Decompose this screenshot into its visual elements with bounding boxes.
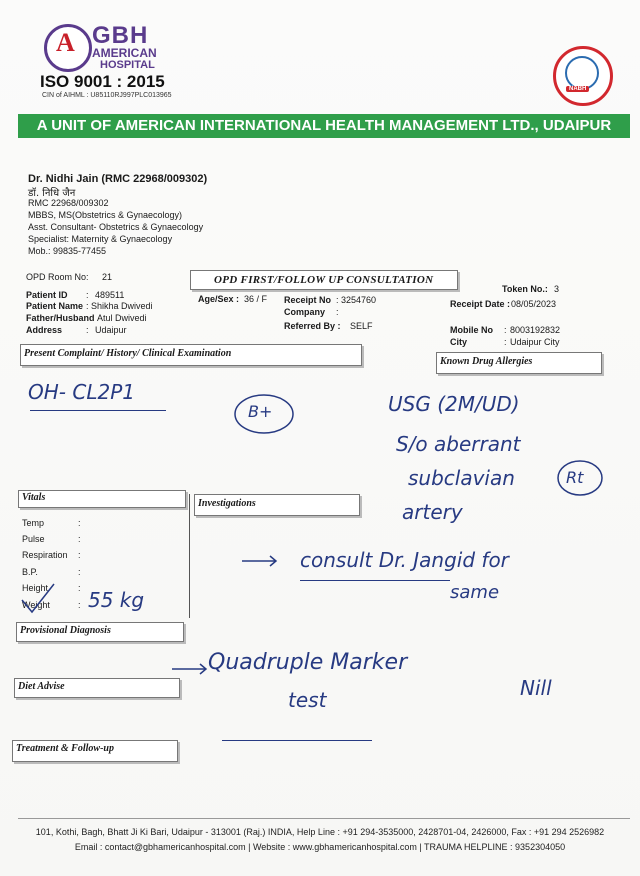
hw-quad-line2: test: [288, 688, 327, 712]
hw-usg-line2: S/o aberrant: [396, 432, 521, 456]
treatment-title: Treatment & Follow-up: [16, 743, 114, 754]
logo-letter: A: [56, 28, 75, 57]
footer-divider: [18, 818, 630, 819]
city-label: City: [450, 337, 468, 347]
hw-check-icon: [18, 580, 58, 616]
vital-temp: Temp: [22, 518, 45, 528]
hw-complaint: OH- CL2P1: [28, 380, 135, 404]
doctor-mobile: Mob.: 99835-77455: [28, 246, 107, 256]
hw-usg-line3: subclavian: [408, 466, 515, 490]
opd-room-value: 21: [102, 272, 113, 282]
footer-contact: Email : contact@gbhamericanhospital.com | Website : www.gbhamericanhospital.com | TRAUMA HELPLINE : 9352304050: [74, 842, 566, 852]
referred-value: SELF: [350, 321, 373, 331]
hw-usg-rt: Rt: [566, 468, 584, 487]
doctor-rmc: RMC 22968/009302: [28, 198, 109, 208]
brand-american: AMERICAN: [92, 46, 157, 60]
diet-title: Diet Advise: [18, 681, 65, 692]
allergies-title: Known Drug Allergies: [440, 356, 533, 367]
receipt-date-label: Receipt Date :: [450, 299, 511, 309]
footer-address: 101, Kothi, Bagh, Bhatt Ji Ki Bari, Udaipur - 313001 (Raj.) INDIA, Help Line : +91 294-3535000, 2428701-04, 2426000, Fax : +91 294 2526982: [35, 827, 605, 837]
company-label: Company: [284, 307, 326, 317]
diagnosis-title: Provisional Diagnosis: [20, 625, 111, 636]
hw-usg-line4: artery: [402, 500, 463, 524]
vital-respiration: Respiration: [22, 550, 68, 560]
patient-id-label: Patient ID: [26, 290, 68, 300]
receipt-date-value: 08/05/2023: [511, 299, 557, 309]
hw-consult: consult Dr. Jangid for: [300, 548, 509, 572]
agesex-value: 36 / F: [244, 294, 268, 304]
father-value: Atul Dwivedi: [97, 313, 147, 323]
receipt-label: Receipt No: [284, 295, 332, 305]
city-value: Udaipur City: [510, 337, 560, 347]
token-label: Token No.:: [502, 284, 548, 294]
vitals-title: Vitals: [22, 492, 46, 503]
patient-id-value: 489511: [95, 290, 125, 300]
doctor-position: Asst. Consultant- Obstetrics & Gynaecology: [28, 222, 204, 232]
banner-text: A UNIT OF AMERICAN INTERNATIONAL HEALTH MANAGEMENT LTD., UDAIPUR: [36, 117, 612, 134]
mobile-value: 8003192832: [510, 325, 561, 335]
opd-title: OPD FIRST/FOLLOW UP CONSULTATION: [214, 274, 434, 286]
receipt-value: 3254760: [341, 295, 377, 305]
mobile-label: Mobile No: [450, 325, 493, 335]
referred-label: Referred By :: [284, 321, 341, 331]
nabh-inner-icon: [565, 56, 599, 90]
cin-number: CIN of AIHML : U85110RJ997PLC013965: [42, 92, 172, 99]
hw-weight: 55 kg: [88, 588, 145, 612]
doctor-name-hindi: डॉ. निधि जैन: [28, 188, 76, 199]
doctor-name: Dr. Nidhi Jain (RMC 22968/009302): [28, 173, 208, 185]
complaint-title: Present Complaint/ History/ Clinical Examination: [24, 348, 232, 359]
investigations-title: Investigations: [198, 498, 256, 509]
address-value: Udaipur: [95, 325, 127, 335]
vital-height: Height: [22, 583, 49, 593]
vitals-divider: [189, 494, 190, 618]
vital-bp: B.P.: [22, 567, 38, 577]
iso-certification: ISO 9001 : 2015: [40, 72, 165, 91]
doctor-specialist: Specialist: Maternity & Gynaecology: [28, 234, 173, 244]
hw-usg: USG (2M/UD): [388, 392, 520, 416]
prescription-page: A GBH AMERICAN HOSPITAL ISO 9001 : 2015 CIN of AIHML : U85110RJ997PLC013965 NABH A UNIT OF AMERICAN INTERNATIONAL HEALTH MANAGEMENT LTD., UDAIPUR Dr. Nidhi Jain (RMC 22968/009302) डॉ. निधि जैन RMC 22968/009302 MBBS, MS(Obstetrics & Gynaecology) Asst. Consultant- Obstetrics & Gynaecology Specialist: Maternity & Gynaecology Mob.: 99835-77455 OPD Room No: 21 OPD FIRST/FOLLOW UP CONSULTATION Token No.: 3 Patient ID : 489511 Patient Name : Shikha Dwivedi Father/Husband Atul Dwivedi Address : Udaipur Age/Sex : 36 / F Receipt No : 3254760 Company : Referred By : SELF Receipt Date : 08/05/2023 Mobile No : 8003192832 City : Udaipur City Present Complaint/ History/ Clinical Examination Known Drug Allergies Vitals Investigations Temp : Pulse : Respiration : B.P. : Height : Weight : Provisional Diagnosis Diet Advise Treatment & Follow-up OH- CL2P1 B+ USG (2M/UD) S/o aberrant subclavian Rt artery 55 kg consult Dr. Jangid for same Quadruple Marker test Nill 101, Kothi, Bagh, Bhatt Ji Ki Bari, Udaipur - 313001 (Raj.) INDIA, Help Line : +91 294-3535000, 2428701-04, 2426000, Fax : +91 294 2526982 Email : contact@gbhamericanhospital.com | Website : www.gbhamericanhospital.com | TRAUMA HELPLINE : 9352304050: [0, 0, 640, 876]
hw-consult-line2: same: [450, 582, 500, 603]
token-value: 3: [554, 284, 560, 294]
address-label: Address: [26, 325, 63, 335]
hw-underline: [30, 410, 166, 411]
hw-arrow2-icon: [170, 662, 210, 676]
brand-gbh: GBH: [92, 22, 149, 49]
nabh-label: NABH: [566, 86, 589, 92]
hw-nil: Nill: [520, 676, 552, 700]
hw-quad: Quadruple Marker: [208, 650, 408, 675]
hw-arrow-icon: [240, 554, 280, 568]
hw-consult-underline: [300, 580, 450, 581]
vital-pulse: Pulse: [22, 534, 45, 544]
brand-hospital: HOSPITAL: [100, 59, 155, 71]
hw-treatment-line: [222, 740, 372, 741]
opd-room-label: OPD Room No:: [26, 272, 89, 282]
patient-name-label: Patient Name: [26, 301, 84, 311]
agesex-label: Age/Sex :: [198, 294, 240, 304]
doctor-degree: MBBS, MS(Obstetrics & Gynaecology): [28, 210, 183, 220]
vital-weight: Weight: [22, 600, 50, 610]
father-label: Father/Husband: [26, 313, 95, 323]
hw-blood-group: B+: [248, 402, 273, 421]
patient-name-value: Shikha Dwivedi: [91, 301, 153, 311]
